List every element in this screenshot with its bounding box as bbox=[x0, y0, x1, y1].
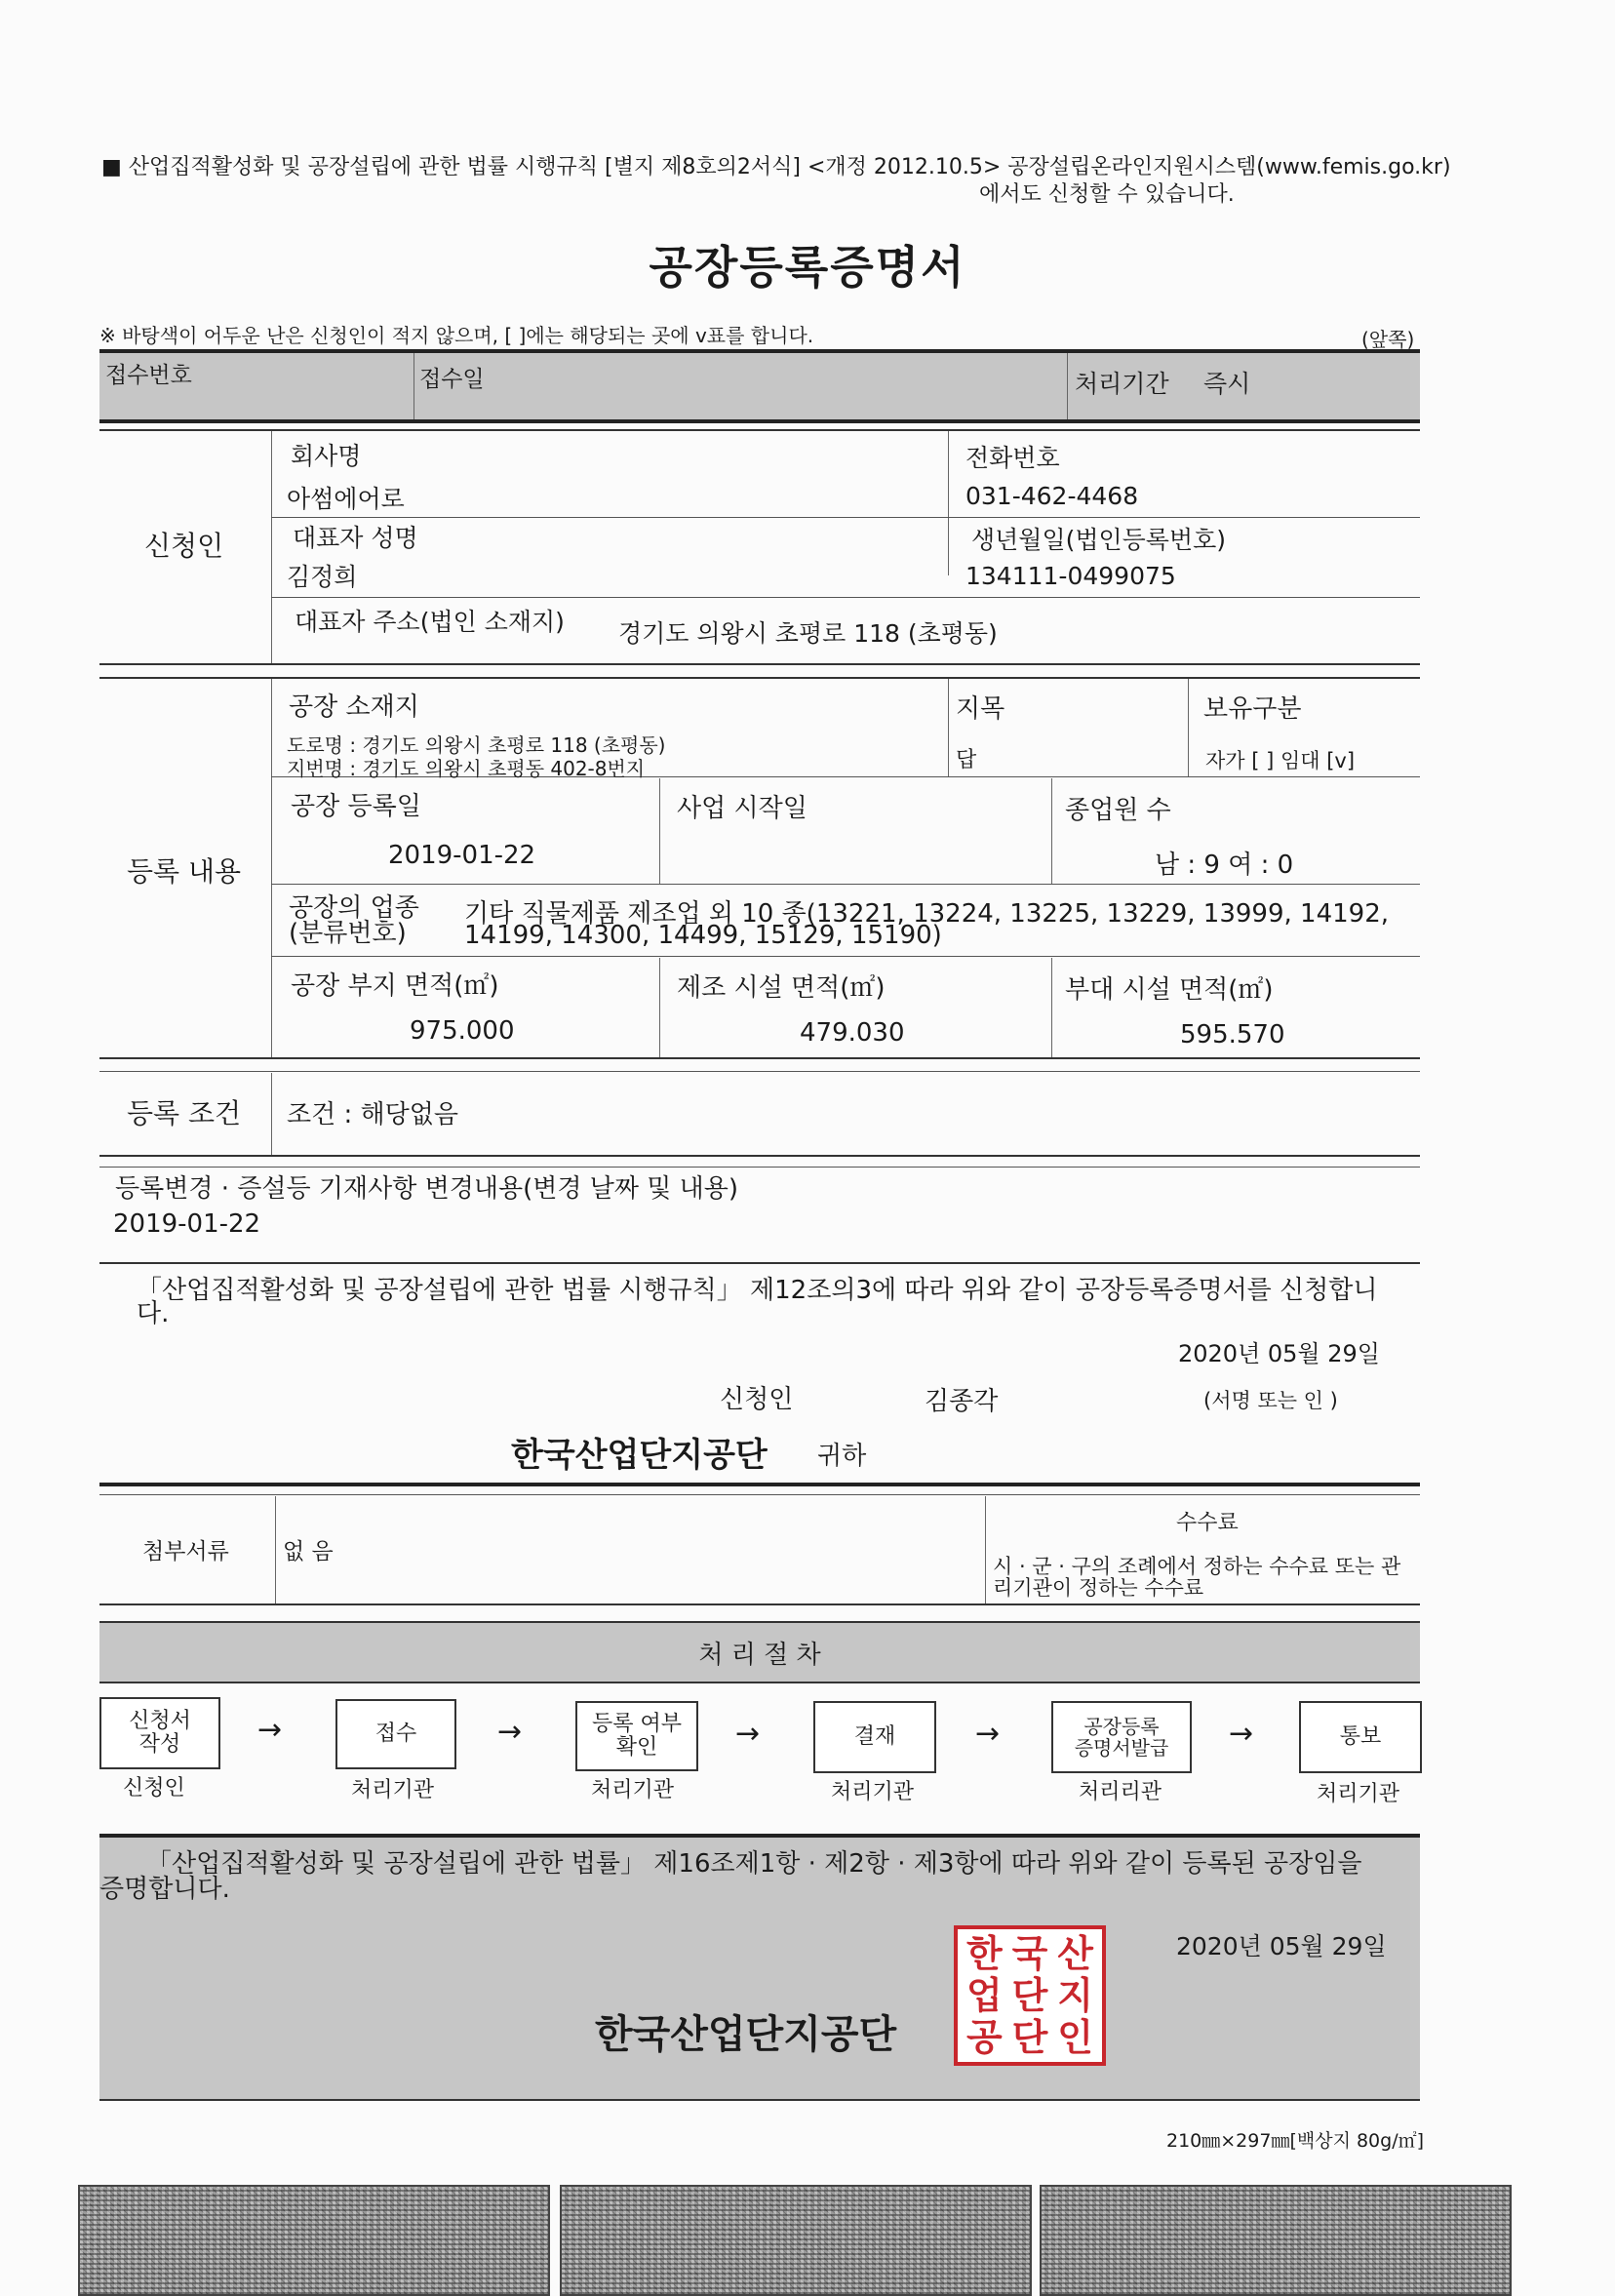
procedure-actor-1: 신청인 bbox=[123, 1776, 185, 1801]
header-note bbox=[101, 150, 1451, 180]
request-date: 2020년 05월 29일 bbox=[1178, 1340, 1380, 1367]
arrow-right-icon: → bbox=[257, 1713, 283, 1747]
certification-issuer: 한국산업단지공단 bbox=[595, 2012, 897, 2057]
registration-section-label: 등록 내용 bbox=[127, 855, 242, 888]
procedure-actor-4: 처리기관 bbox=[831, 1780, 915, 1804]
employees-value: 남 : 9 여 : 0 bbox=[1155, 851, 1294, 880]
industry-label-1: 공장의 업종 bbox=[289, 893, 419, 923]
arrow-right-icon: → bbox=[975, 1717, 1001, 1751]
request-text-2: 다. bbox=[137, 1299, 170, 1328]
paper-spec: 210㎜×297㎜[백상지 80g/㎡] bbox=[1166, 2130, 1425, 2152]
certification-date: 2020년 05월 29일 bbox=[1176, 1932, 1387, 1960]
verification-code-3 bbox=[1040, 2185, 1512, 2296]
certification-text-1: 「산업집적활성화 및 공장설립에 관한 법률」 제16조제1항 · 제2항 · 제3항에 따라 위와 같이 등록된 공장임을 bbox=[146, 1849, 1362, 1879]
land-category-label: 지목 bbox=[956, 694, 1005, 724]
fee-value-1: 시 · 군 · 구의 조례에서 정하는 수수료 또는 관 bbox=[993, 1555, 1401, 1578]
site-area-value: 975.000 bbox=[410, 1016, 515, 1046]
phone-value: 031-462-4468 bbox=[965, 482, 1139, 510]
birth-value: 134111-0499075 bbox=[965, 562, 1176, 590]
employees-label: 종업원 수 bbox=[1065, 796, 1171, 825]
applicant-section-label: 신청인 bbox=[144, 530, 224, 562]
receipt-number-label: 접수번호 bbox=[105, 363, 192, 388]
birth-label: 생년월일(법인등록번호) bbox=[971, 526, 1227, 554]
official-seal-glyphs: 한 국 산 업 단 지 공 단 인 bbox=[954, 1925, 1106, 2066]
arrow-right-icon: → bbox=[1229, 1717, 1254, 1751]
fee-label: 수수료 bbox=[1176, 1511, 1239, 1535]
changes-label: 등록변경 · 증설등 기재사항 변경내용(변경 날짜 및 내용) bbox=[115, 1174, 738, 1204]
procedure-header bbox=[99, 1621, 1420, 1683]
attachments-label: 첨부서류 bbox=[142, 1539, 229, 1564]
request-recipient-suffix: 귀하 bbox=[817, 1442, 867, 1471]
representative-label: 대표자 성명 bbox=[293, 524, 418, 552]
request-recipient: 한국산업단지공단 bbox=[511, 1436, 768, 1475]
request-applicant-name: 김종각 bbox=[925, 1387, 999, 1416]
ownership-label: 보유구분 bbox=[1203, 694, 1302, 724]
registration-date-label: 공장 등록일 bbox=[291, 792, 421, 821]
condition-value: 조건 : 해당없음 bbox=[287, 1100, 458, 1129]
procedure-step-2: 접수 bbox=[335, 1699, 456, 1769]
header-note-line1: 산업집적활성화 및 공장설립에 관한 법률 시행규칙 [별지 제8호의2서식] <개정 2012.10.5> 공장설립온라인지원시스템(www.femis.go.kr) bbox=[128, 155, 1451, 179]
procedure-step-4: 결재 bbox=[813, 1701, 936, 1773]
procedure-step-3: 등록 여부 확인 bbox=[575, 1701, 698, 1771]
request-text-1: 「산업집적활성화 및 공장설립에 관한 법률 시행규칙」 제12조의3에 따라 위와 같이 공장등록증명서를 신청합니 bbox=[137, 1276, 1378, 1305]
road-address: 도로명 : 경기도 의왕시 초평로 118 (초평동) bbox=[287, 733, 666, 757]
procedure-step-5: 공장등록 증명서발급 bbox=[1051, 1701, 1192, 1773]
address-label: 대표자 주소(법인 소재지) bbox=[295, 608, 565, 636]
ownership-value: 자가 [ ] 임대 [v] bbox=[1205, 749, 1356, 772]
registration-date-value: 2019-01-22 bbox=[388, 841, 536, 870]
address-value: 경기도 의왕시 초평로 118 (초평동) bbox=[618, 619, 998, 648]
site-area-label: 공장 부지 면적(㎡) bbox=[291, 971, 499, 1001]
processing-period-label: 처리기간 bbox=[1075, 370, 1169, 398]
company-name-value: 아썸에어로 bbox=[287, 485, 405, 513]
industry-value-2: 14199, 14300, 14499, 15129, 15190) bbox=[464, 921, 942, 950]
auxiliary-area-value: 595.570 bbox=[1180, 1020, 1285, 1049]
certification-text-2: 증명합니다. bbox=[99, 1875, 230, 1904]
industry-label-2: (분류번호) bbox=[289, 919, 407, 948]
representative-value: 김정희 bbox=[287, 563, 358, 591]
notice-text: ※ 바탕색이 어두운 난은 신청인이 적지 않으며, [ ]에는 해당되는 곳에 v표를 합니다. bbox=[99, 324, 814, 347]
industry-value-1: 기타 직물제품 제조업 외 10 종(13221, 13224, 13225, 13229, 13999, 14192, bbox=[464, 899, 1389, 929]
company-name-label: 회사명 bbox=[291, 442, 362, 470]
procedure-actor-3: 처리기관 bbox=[591, 1778, 675, 1802]
fee-value-2: 리기관이 정하는 수수료 bbox=[993, 1576, 1204, 1600]
procedure-title: 처 리 절 차 bbox=[698, 1640, 821, 1670]
changes-value: 2019-01-22 bbox=[113, 1209, 261, 1239]
business-start-label: 사업 시작일 bbox=[677, 794, 808, 823]
verification-code-2 bbox=[560, 2185, 1032, 2296]
phone-label: 전화번호 bbox=[965, 444, 1060, 472]
procedure-actor-6: 처리기관 bbox=[1317, 1782, 1400, 1806]
manufacturing-area-label: 제조 시설 면적(㎡) bbox=[677, 973, 886, 1003]
page-title: 공장등록증명서 bbox=[649, 241, 966, 294]
processing-period-value: 즉시 bbox=[1203, 370, 1251, 398]
request-sign-label: (서명 또는 인 ) bbox=[1203, 1389, 1338, 1412]
condition-label: 등록 조건 bbox=[127, 1097, 242, 1129]
auxiliary-area-label: 부대 시설 면적(㎡) bbox=[1065, 975, 1274, 1005]
arrow-right-icon: → bbox=[497, 1715, 523, 1749]
arrow-right-icon: → bbox=[735, 1717, 761, 1751]
land-category-value: 답 bbox=[956, 748, 977, 772]
header-note-line2: 에서도 신청할 수 있습니다. bbox=[979, 182, 1235, 207]
factory-location-label: 공장 소재지 bbox=[289, 693, 419, 722]
manufacturing-area-value: 479.030 bbox=[800, 1018, 905, 1048]
procedure-step-6: 통보 bbox=[1299, 1701, 1422, 1773]
verification-code-1 bbox=[78, 2185, 550, 2296]
receipt-date-label: 접수일 bbox=[419, 367, 485, 392]
page-side: (앞쪽) bbox=[1361, 328, 1415, 351]
lot-address: 지번명 : 경기도 의왕시 초평동 402-8번지 bbox=[287, 757, 646, 780]
square-bullet-icon: ■ bbox=[101, 155, 122, 179]
request-applicant-label: 신청인 bbox=[720, 1385, 794, 1414]
procedure-actor-2: 처리기관 bbox=[351, 1778, 435, 1802]
procedure-actor-5: 처리리관 bbox=[1079, 1780, 1162, 1804]
attachments-value: 없 음 bbox=[283, 1539, 334, 1564]
procedure-step-1: 신청서 작성 bbox=[99, 1697, 220, 1769]
